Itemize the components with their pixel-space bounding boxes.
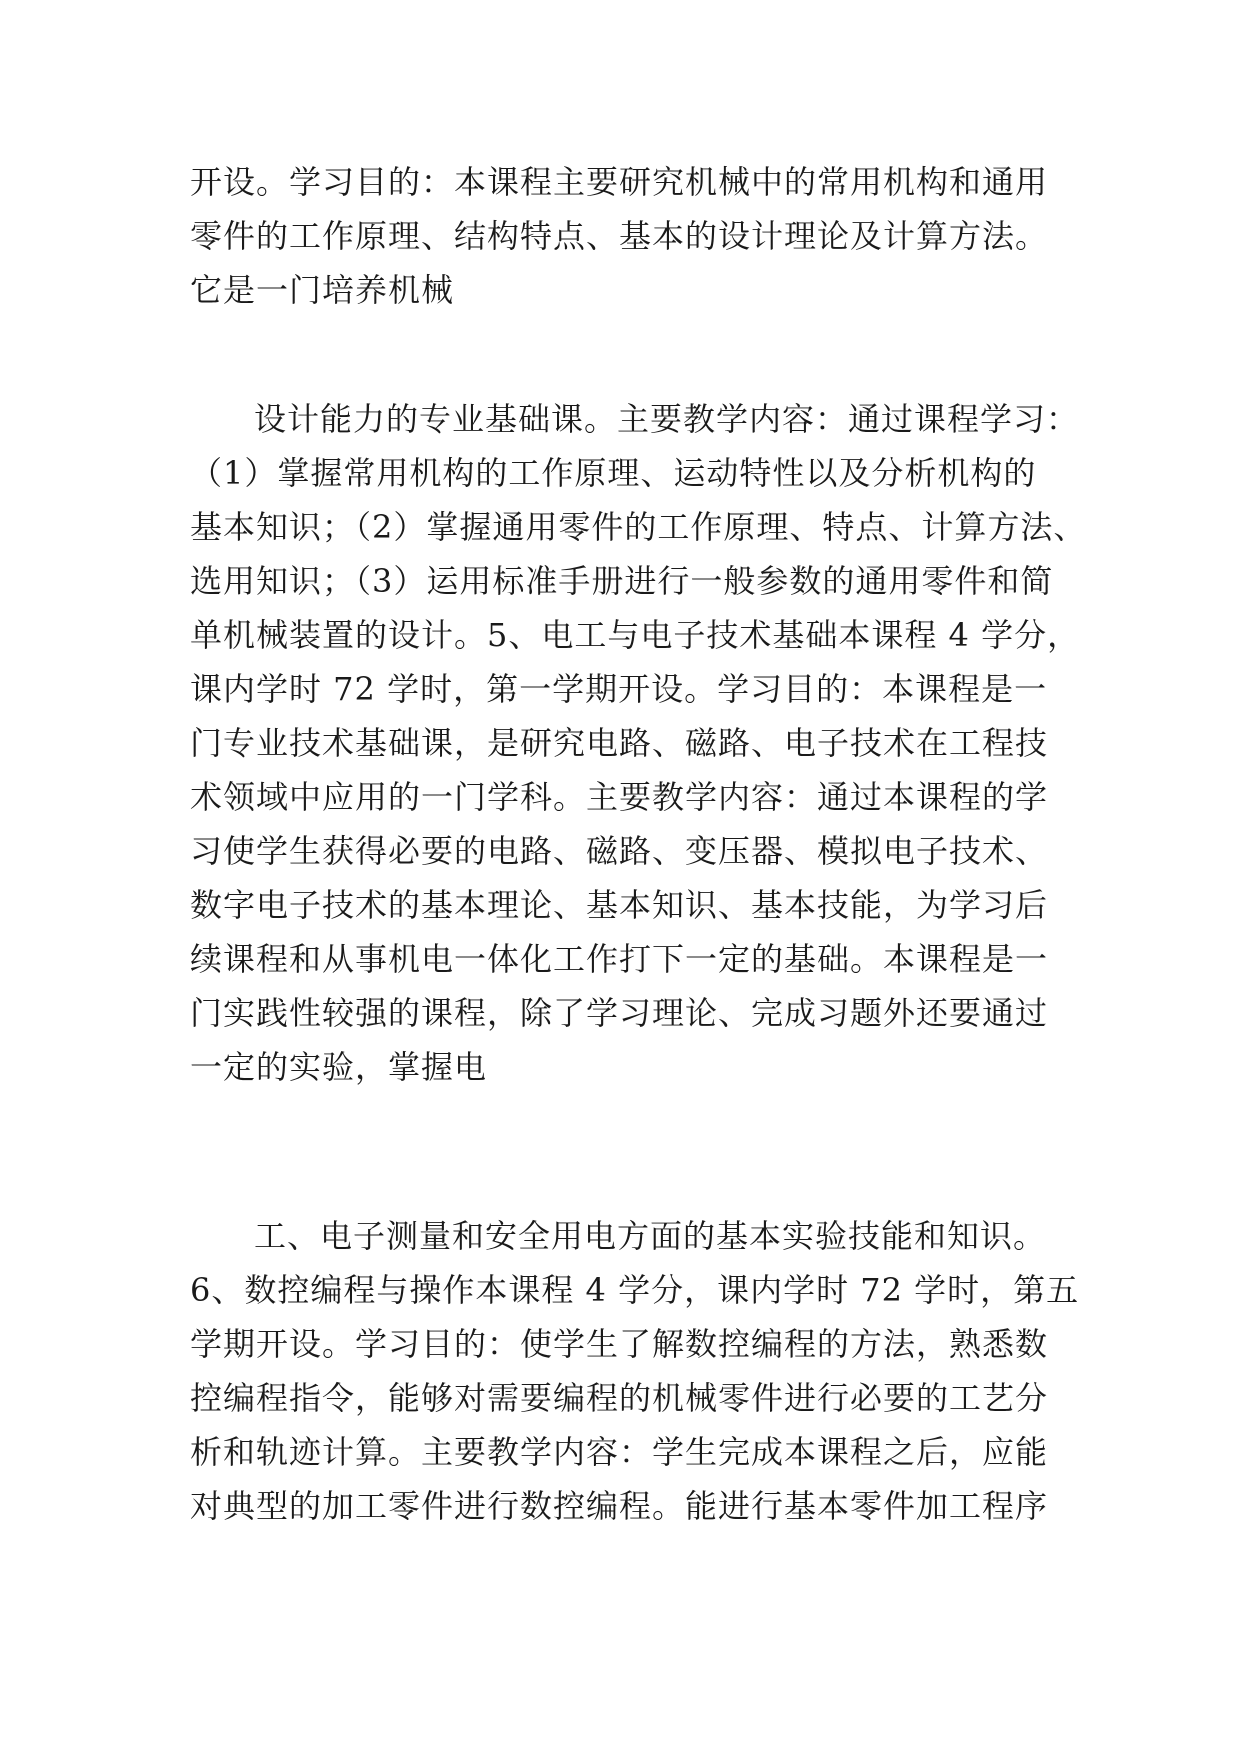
text-line: 开设。学习目的：本课程主要研究机械中的常用机构和通用 bbox=[190, 163, 1049, 201]
text-line: 6、数控编程与操作本课程 4 学分，课内学时 72 学时，第五 bbox=[190, 1271, 1080, 1309]
text-line: 单机械装置的设计。5、电工与电子技术基础本课程 4 学分， bbox=[190, 616, 1081, 654]
text-line: 习使学生获得必要的电路、磁路、变压器、模拟电子技术、 bbox=[190, 832, 1049, 870]
text-line: 术领域中应用的一门学科。主要教学内容：通过本课程的学 bbox=[190, 778, 1049, 816]
text-line: 它是一门培养机械 bbox=[190, 271, 455, 309]
text-line: （1）掌握常用机构的工作原理、运动特性以及分析机构的 bbox=[190, 454, 1037, 492]
text-line: 一定的实验，掌握电 bbox=[190, 1048, 488, 1086]
text-line: 对典型的加工零件进行数控编程。能进行基本零件加工程序 bbox=[190, 1487, 1049, 1525]
text-line: 数字电子技术的基本理论、基本知识、基本技能，为学习后 bbox=[190, 886, 1049, 924]
paragraph-1 bbox=[190, 155, 1070, 317]
paragraph-2 bbox=[190, 392, 1087, 1094]
text-line: 零件的工作原理、结构特点、基本的设计理论及计算方法。 bbox=[190, 217, 1049, 255]
text-line: 工、电子测量和安全用电方面的基本实验技能和知识。 bbox=[254, 1217, 1047, 1255]
text-line: 课内学时 72 学时，第一学期开设。学习目的：本课程是一 bbox=[190, 670, 1048, 708]
text-line: 门专业技术基础课，是研究电路、磁路、电子技术在工程技 bbox=[190, 724, 1049, 762]
paragraph-3 bbox=[190, 1209, 1080, 1533]
text-line: 析和轨迹计算。主要教学内容：学生完成本课程之后，应能 bbox=[190, 1433, 1049, 1471]
text-line: 选用知识；（3）运用标准手册进行一般参数的通用零件和简 bbox=[190, 562, 1054, 600]
text-line: 学期开设。学习目的：使学生了解数控编程的方法，熟悉数 bbox=[190, 1325, 1049, 1363]
text-line: 基本知识；（2）掌握通用零件的工作原理、特点、计算方法、 bbox=[190, 508, 1087, 546]
text-line: 门实践性较强的课程，除了学习理论、完成习题外还要通过 bbox=[190, 994, 1049, 1032]
text-line: 控编程指令，能够对需要编程的机械零件进行必要的工艺分 bbox=[190, 1379, 1049, 1417]
text-line: 设计能力的专业基础课。主要教学内容：通过课程学习： bbox=[254, 400, 1080, 438]
text-line: 续课程和从事机电一体化工作打下一定的基础。本课程是一 bbox=[190, 940, 1049, 978]
